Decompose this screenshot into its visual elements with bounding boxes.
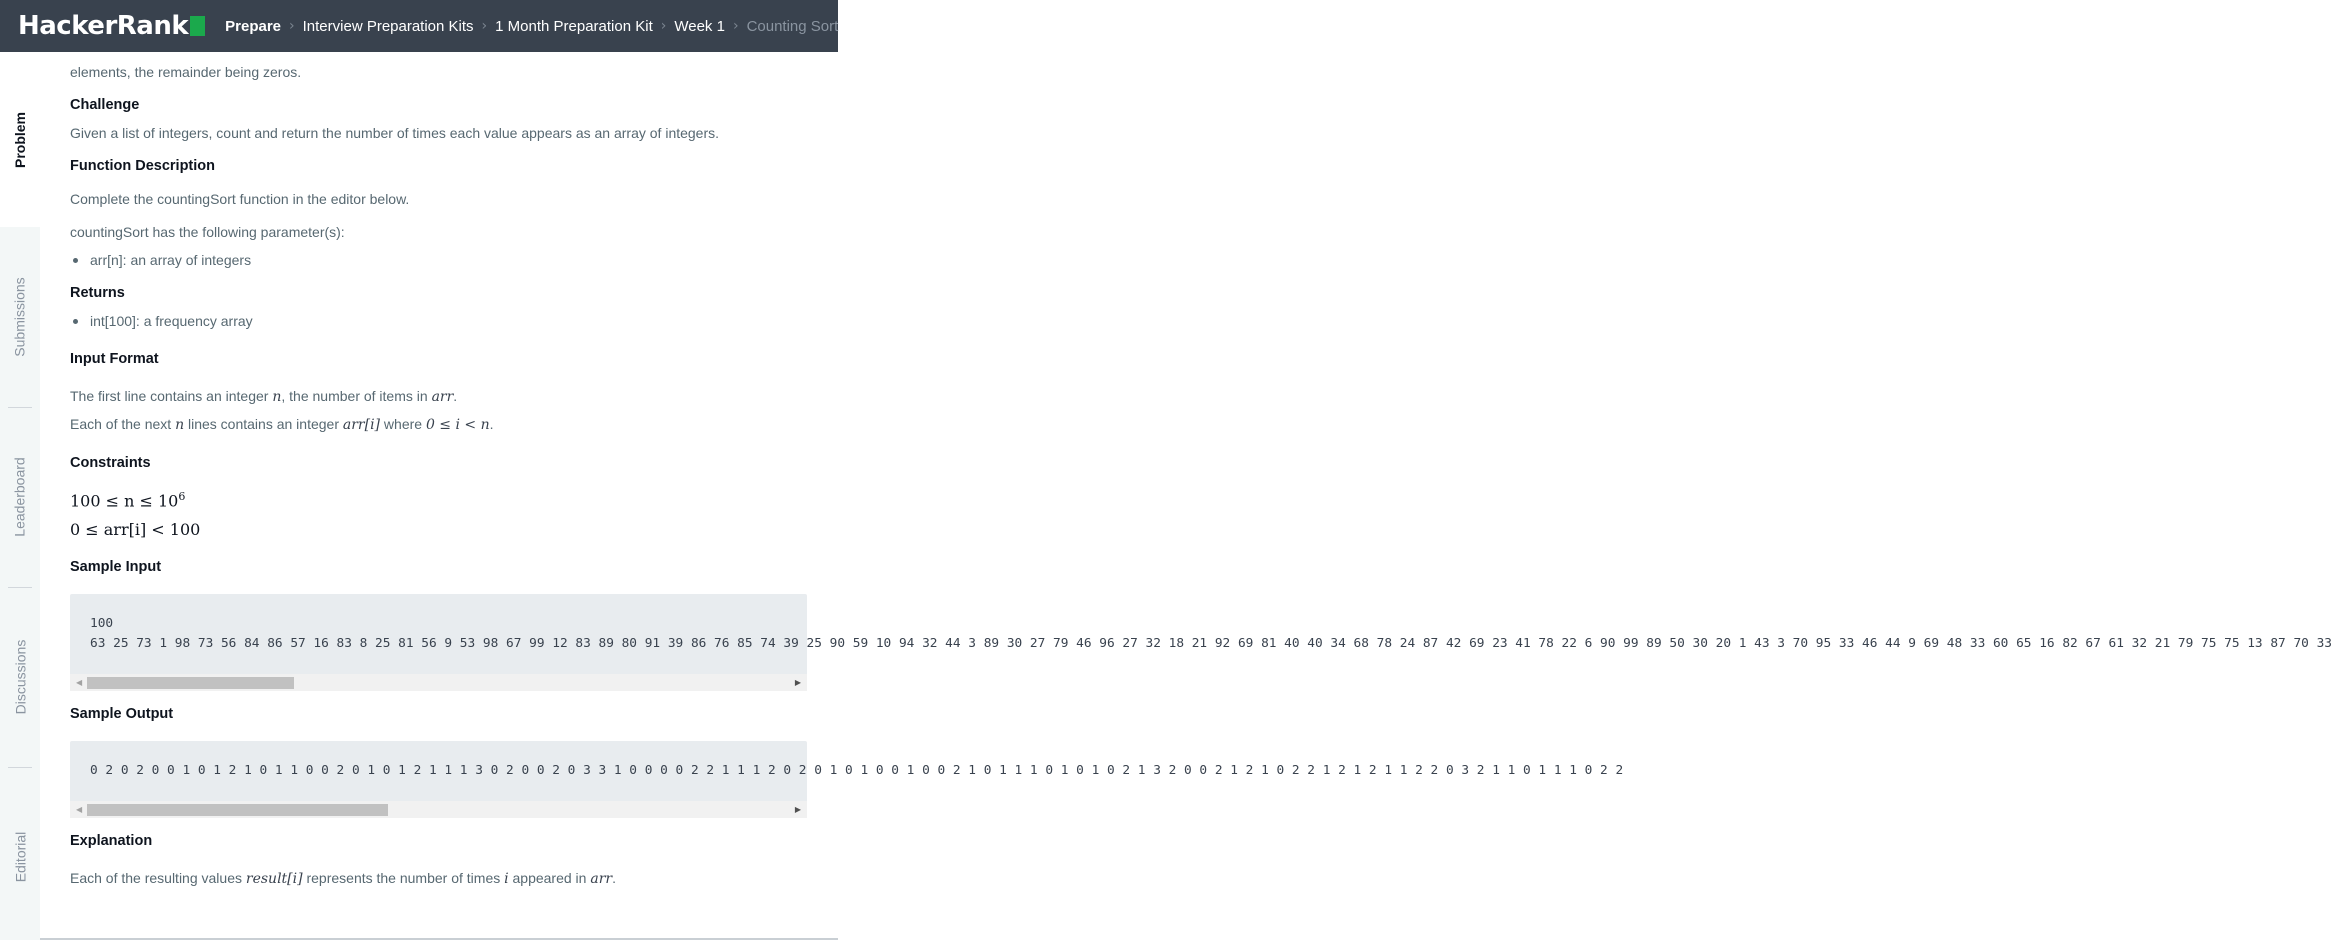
breadcrumb-week[interactable]: Week 1 [674, 17, 725, 35]
math-variable: arr [431, 389, 454, 405]
tab-editorial-label: Editorial [12, 831, 28, 883]
top-navigation-bar [0, 0, 838, 52]
scroll-right-icon[interactable]: ▶ [794, 678, 801, 687]
bullet-icon [73, 258, 78, 263]
chevron-right-icon: › [289, 18, 295, 34]
tab-submissions-label: Submissions [12, 277, 28, 357]
scroll-left-icon[interactable]: ◀ [76, 678, 83, 687]
constraint-text: 100 ≤ n ≤ 10 [70, 491, 179, 511]
tab-problem[interactable] [0, 52, 40, 227]
constraint-2: 0 ≤ arr[i] < 100 [70, 520, 201, 539]
sample-input-code: 100 63 25 73 1 98 73 56 84 86 57 16 83 8 25 81 56 9 53 98 67 99 12 83 89 80 91 39 86 76 85 74 39 25 90 59 10 94 32 44 3 89 30 27 79 46 96 27 32 18 21 92 69 81 40 40 34 68 78 24 87 42 69 23 41 78 22 6 90 99 89 50 30 20 1 43 3 70 95 33 46 44 9 69 48 33 60 65 16 82 67 61 32 21 79 75 75 13 87 70 33 [90, 616, 2332, 651]
text-fragment: Each of the next [70, 416, 172, 432]
chevron-right-icon: › [481, 18, 488, 34]
challenge-text: Given a list of integers, count and return the number of times each value appears as an array of integers. [70, 125, 720, 141]
tab-leaderboard[interactable] [0, 407, 40, 587]
parameter-item [70, 252, 251, 268]
tab-discussions[interactable] [0, 587, 40, 767]
input-format-heading: Input Format [70, 351, 159, 367]
text-fragment: represents the number of times [306, 870, 501, 886]
scroll-right-icon[interactable]: ▶ [794, 805, 801, 814]
function-description-heading: Function Description [70, 158, 215, 174]
problem-side-tabs [0, 52, 40, 940]
scrollbar-thumb[interactable] [87, 677, 294, 689]
tab-editorial[interactable] [0, 767, 40, 947]
tab-submissions[interactable] [0, 227, 40, 407]
horizontal-scrollbar[interactable] [70, 674, 807, 691]
hackerrank-logo[interactable] [0, 11, 205, 41]
bottom-edge [40, 938, 838, 940]
intro-text: elements, the remainder being zeros. [70, 64, 302, 80]
challenge-heading: Challenge [70, 97, 140, 113]
breadcrumb-current: Counting Sort [746, 17, 839, 35]
returns-heading: Returns [70, 285, 125, 301]
text-fragment: . [612, 870, 616, 886]
function-description-text: Complete the countingSort function in the editor below. [70, 191, 410, 207]
text-fragment: . [453, 388, 458, 404]
horizontal-scrollbar[interactable] [70, 801, 807, 818]
math-variable: i [504, 871, 509, 887]
scrollbar-thumb[interactable] [87, 804, 388, 816]
sample-input-block[interactable] [70, 594, 2332, 691]
text-fragment: , the number of items in [281, 388, 428, 404]
sample-output-block[interactable] [70, 741, 1624, 818]
sample-output-heading: Sample Output [70, 706, 174, 722]
text-fragment: lines contains an integer [188, 416, 339, 432]
math-variable: n [272, 389, 282, 405]
return-item [70, 313, 253, 329]
constraints-heading: Constraints [70, 455, 151, 471]
bullet-icon [73, 319, 78, 324]
chevron-right-icon: › [660, 18, 667, 34]
sample-output-code: 0 2 0 2 0 0 1 0 1 2 1 0 1 1 0 0 2 0 1 0 1 2 1 1 1 3 0 2 0 0 2 0 3 3 1 0 0 0 0 2 2 1 1 1 2 0 2 0 1 0 1 0 0 1 0 0 2 1 0 1 1 1 0 1 0 1 0 2 1 3 2 0 0 2 1 2 1 0 2 2 1 2 1 2 1 1 2 2 0 3 2 1 1 0 1 1 1 0 2 2 [90, 763, 1624, 778]
text-fragment: The first line contains an integer [70, 388, 269, 404]
constraint-exponent: 6 [178, 490, 186, 503]
breadcrumb-month-kit[interactable]: 1 Month Preparation Kit [495, 17, 653, 35]
tab-leaderboard-label: Leaderboard [12, 457, 28, 537]
scroll-left-icon[interactable]: ◀ [76, 805, 83, 814]
input-format-line-1 [70, 388, 457, 405]
tab-problem-label: Problem [12, 111, 29, 168]
text-fragment: Each of the resulting values [70, 870, 242, 886]
logo-text: HackerRank [18, 11, 189, 41]
explanation-text [70, 870, 616, 887]
text-fragment: . [489, 416, 494, 432]
parameters-text: countingSort has the following parameter(s): [70, 224, 345, 240]
breadcrumb-interview-kits[interactable]: Interview Preparation Kits [302, 17, 474, 35]
constraint-1 [70, 490, 185, 510]
breadcrumb-prepare[interactable]: Prepare [225, 17, 282, 35]
math-variable: arr [590, 871, 613, 887]
math-expression: 0 ≤ i < n [425, 417, 490, 433]
logo-mark-icon [190, 16, 205, 36]
input-format-line-2 [70, 416, 494, 433]
chevron-right-icon: › [732, 18, 739, 34]
return-label: int[100]: a frequency array [90, 313, 253, 329]
text-fragment: appeared in [512, 870, 587, 886]
tab-discussions-label: Discussions [12, 639, 29, 715]
math-expression: arr[i] [342, 417, 381, 433]
math-expression: result[i] [245, 871, 303, 887]
sample-input-heading: Sample Input [70, 559, 162, 575]
parameter-label: arr[n]: an array of integers [90, 252, 252, 268]
explanation-heading: Explanation [70, 833, 153, 849]
text-fragment: where [383, 416, 423, 432]
math-variable: n [175, 417, 185, 433]
